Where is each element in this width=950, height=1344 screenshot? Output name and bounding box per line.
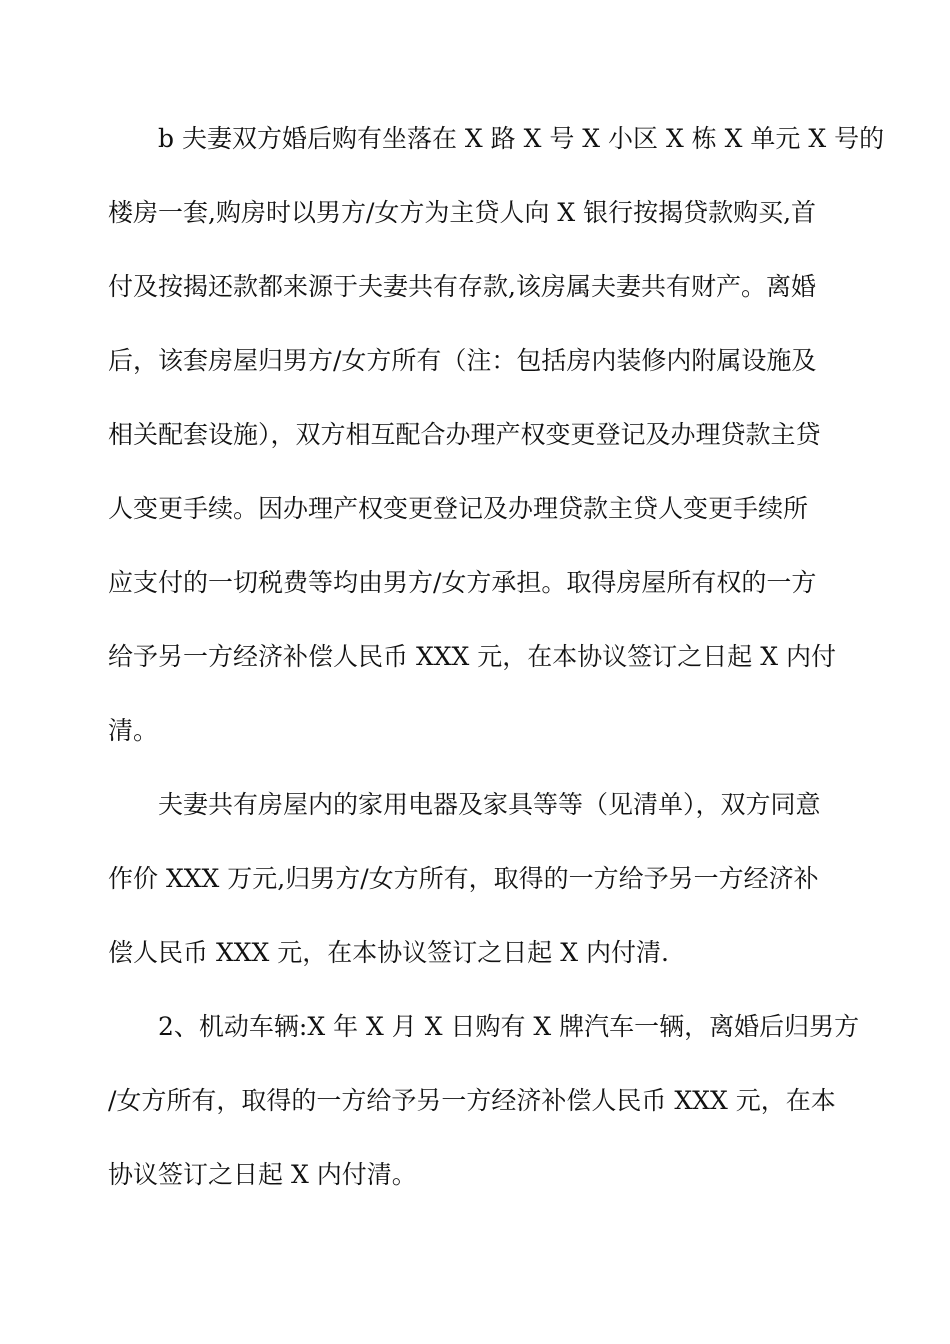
- text-line: [108, 1012, 860, 1041]
- text-line: [108, 422, 848, 447]
- text-line: [108, 940, 848, 965]
- line-text: 付及按揭还款都来源于夫妻共有存款,该房属夫妻共有财产。离婚: [108, 272, 816, 301]
- line-text: 人变更手续。因办理产权变更登记及办理贷款主贷人变更手续所: [108, 494, 809, 523]
- line-text: 2、机动车辆:X 年 X 月 X 日购有 X 牌汽车一辆，离婚后归男方: [158, 1012, 860, 1041]
- text-line: [108, 496, 848, 521]
- text-line: [108, 1088, 848, 1113]
- text-line: [108, 644, 848, 669]
- line-text: 后，该套房屋归男方/女方所有（注：包括房内装修内附属设施及: [108, 346, 817, 375]
- line-text: 夫妻共有房屋内的家用电器及家具等等（见清单），双方同意: [158, 790, 821, 819]
- line-text: b 夫妻双方婚后购有坐落在 X 路 X 号 X 小区 X 栋 X 单元 X 号的: [158, 124, 885, 153]
- text-line: [108, 124, 885, 153]
- line-text: 清。: [108, 716, 159, 745]
- text-line: [108, 1162, 848, 1187]
- line-text: 应支付的一切税费等均由男方/女方承担。取得房屋所有权的一方: [108, 568, 817, 597]
- text-line: [108, 200, 848, 225]
- text-line: [108, 718, 848, 743]
- text-line: [108, 274, 848, 299]
- text-line: [108, 792, 848, 817]
- line-text: 相关配套设施），双方相互配合办理产权变更登记及办理贷款主贷: [108, 420, 821, 449]
- line-text: /女方所有，取得的一方给予另一方经济补偿人民币 XXX 元，在本: [108, 1086, 836, 1115]
- line-text: 偿人民币 XXX 元，在本协议签订之日起 X 内付清.: [108, 938, 669, 967]
- line-text: 楼房一套,购房时以男方/女方为主贷人向 X 银行按揭贷款购买,首: [108, 198, 817, 227]
- text-line: [108, 866, 848, 891]
- line-text: 协议签订之日起 X 内付清。: [108, 1160, 417, 1189]
- document-body: [108, 124, 885, 1236]
- text-line: [108, 570, 848, 595]
- line-text: 作价 XXX 万元,归男方/女方所有，取得的一方给予另一方经济补: [108, 864, 819, 893]
- line-text: 给予另一方经济补偿人民币 XXX 元，在本协议签订之日起 X 内付: [108, 642, 836, 671]
- text-line: [108, 348, 848, 373]
